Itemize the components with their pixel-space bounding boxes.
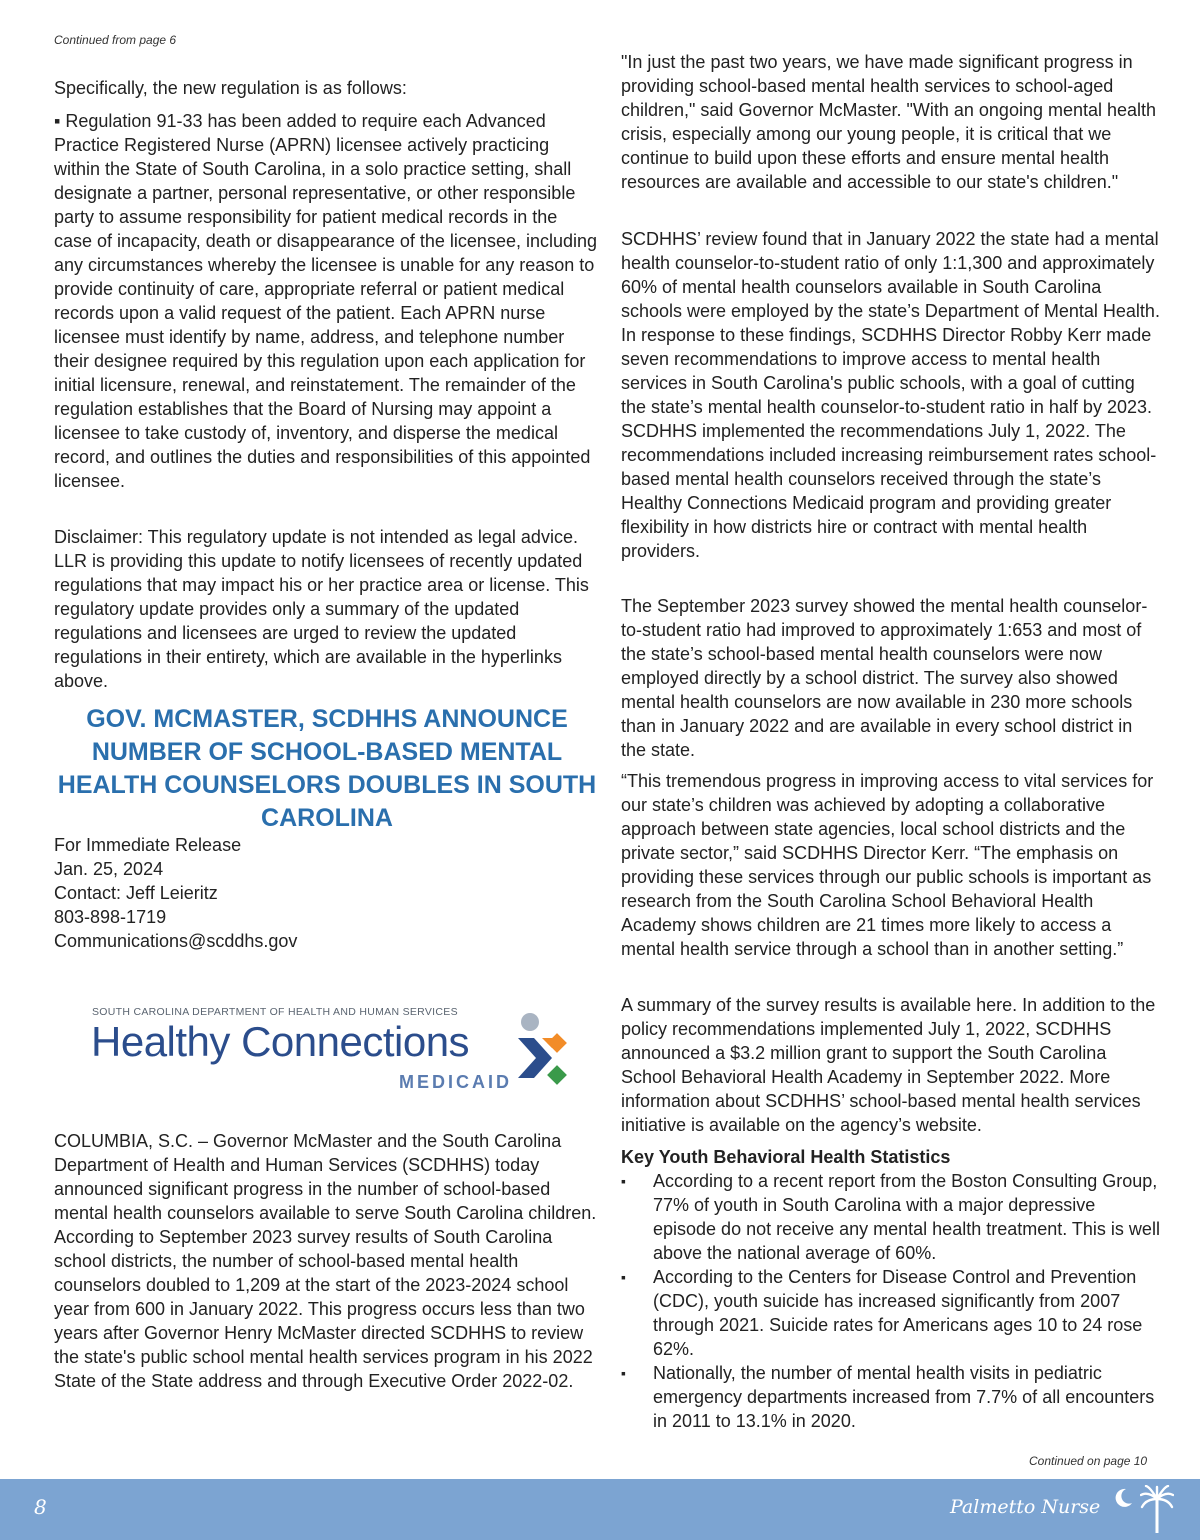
logo-mark-icon: [512, 1010, 572, 1094]
logo-title: Healthy Connections: [91, 1018, 470, 1065]
publication-name: Palmetto Nurse: [950, 1496, 1101, 1518]
logo-subtitle: MEDICAID: [399, 1072, 512, 1092]
governor-quote: "In just the past two years, we have made significant progress in providing school-based mental health services to school-aged children," said Governor McMaster. "With an ongoing mental health crisis, especially among our young people, it is critical that we continue to build upon these efforts and ensure mental health resources are available and accessible to our state's children.": [621, 52, 1157, 192]
list-item: ▪ Nationally, the number of mental health visits in pediatric emergency departments increased from 7.7% of all encounters in 2011 to 13.1% in 2020.: [621, 1363, 1155, 1431]
regulation-intro: Specifically, the new regulation is as follows:: [54, 78, 407, 98]
survey-paragraph: The September 2023 survey showed the mental health counselor-to-student ratio had improved to approximately 1:653 and most of the state’s school-based mental health counselors were now employed directly by a school district. The survey also showed mental health counselors are now available in 230 more schools than in January 2022 and are available in every school district in the state.: [621, 596, 1148, 760]
bullet-icon: ▪: [621, 1365, 626, 1381]
page-number: 8: [34, 1495, 47, 1519]
crescent-moon-icon: [1112, 1487, 1134, 1509]
disclaimer-text: Disclaimer: This regulatory update is not intended as legal advice. LLR is providing this update to notify licensees of recently updated regulations that may impact his or her practice area or license. This regulatory update provides only a summary of the updated regulations and licensees are urged to review the updated regulations in their entirety, which are available in the hyperlinks above.: [54, 527, 589, 691]
director-quote: “This tremendous progress in improving access to vital services for our state’s children was achieved by adopting a collaborative approach between state agencies, local school districts and the private sector,” said SCDHHS Director Kerr. “The emphasis on providing these services through our public schools is important as research from the South Carolina School Behavioral Health Academy shows children are 21 times more likely to access a mental health service through a school than in another setting.”: [621, 771, 1154, 959]
release-contact: Contact: Jeff Leieritz: [54, 883, 218, 903]
press-release-info: [54, 833, 297, 953]
healthy-connections-logo: [92, 1006, 612, 1098]
review-paragraph: SCDHHS’ review found that in January 2022 the state had a mental health counselor-to-student ratio of only 1:1,300 and approximately 60% of mental health counselors available in South Carolina schools were employed by the state’s Department of Mental Health. In response to these findings, SCDHHS Director Robby Kerr made seven recommendations to improve access to mental health services in South Carolina's public schools, with a goal of cutting the state’s mental health counselor-to-student ratio in half by 2023. SCDHHS implemented the recommendations July 1, 2022. The recommendations included increasing reimbursement rates school-based mental health counselors received through the state’s Healthy Connections Medicaid program and providing greater flexibility in how districts hire or contract with mental health providers.: [621, 229, 1160, 561]
summary-paragraph: A summary of the survey results is available here. In addition to the policy recommendations implemented July 1, 2022, SCDHHS announced a $3.2 million grant to support the South Carolina School Behavioral Health Academy in September 2022. More information about SCDHHS’ school-based mental health services initiative is available on the agency’s website.: [621, 995, 1156, 1135]
statistics-list: [621, 1169, 1161, 1433]
article-body: COLUMBIA, S.C. – Governor McMaster and the South Carolina Department of Health and Human Services (SCDHHS) today announced significant progress in the number of school-based mental health counselors available to serve South Carolina children. According to September 2023 survey results of South Carolina school districts, the number of school-based mental health counselors doubled to 1,209 at the start of the 2023-2024 school year from 600 in January 2022. This progress occurs less than two years after Governor Henry McMaster directed SCDHHS to review the state's public school mental health services program in his 2022 State of the State address and through Executive Order 2022-02.: [54, 1131, 597, 1391]
release-phone: 803-898-1719: [54, 907, 167, 927]
continued-on-note: Continued on page 10: [1029, 1454, 1148, 1468]
list-item: ▪ According to the Centers for Disease Control and Prevention (CDC), youth suicide has increased significantly from 2007 through 2021. Suicide rates for Americans ages 10 to 24 rose 62%.: [621, 1267, 1143, 1359]
continued-from-note: Continued from page 6: [54, 33, 177, 47]
palmetto-tree-icon: [1140, 1485, 1174, 1537]
article-headline: GOV. MCMASTER, SCDHHS ANNOUNCE NUMBER OF SCHOOL-BASED MENTAL HEALTH COUNSELORS DOUBLES IN SOUTH CAROLINA: [57, 705, 597, 832]
key-statistics-heading: Key Youth Behavioral Health Statistics: [621, 1147, 951, 1167]
release-email[interactable]: Communications@scddhs.gov: [54, 931, 298, 951]
release-date: Jan. 25, 2024: [54, 859, 164, 879]
page-footer: [0, 1479, 1200, 1540]
bullet-icon: ▪: [621, 1269, 626, 1285]
list-item: ▪ According to a recent report from the Boston Consulting Group, 77% of youth in South Carolina with a major depressive episode do not receive any mental health treatment. This is well above the national average of 60%.: [621, 1171, 1160, 1263]
release-label: For Immediate Release: [54, 835, 242, 855]
bullet-icon: ▪: [621, 1173, 626, 1189]
logo-department: SOUTH CAROLINA DEPARTMENT OF HEALTH AND HUMAN SERVICES: [92, 1006, 458, 1018]
regulation-text: ▪ Regulation 91-33 has been added to require each Advanced Practice Registered Nurse (APRN) licensee actively practicing within the State of South Carolina, in a solo practice setting, shall designate a partner, personal representative, or other responsible party to assume responsibility for patient medical records in the case of incapacity, death or disappearance of the licensee, including any circumstances whereby the licensee is unable for any reason to provide continuity of care, appropriate referral or patient medical records upon a valid request of the patient. Each APRN nurse licensee must identify by name, address, and telephone number their designee required by this regulation upon each application for initial licensure, renewal, and reinstatement. The remainder of the regulation establishes that the Board of Nursing may appoint a licensee to take custody of, inventory, and disperse the medical record, and outlines the duties and responsibilities of this appointed licensee.: [54, 111, 598, 491]
